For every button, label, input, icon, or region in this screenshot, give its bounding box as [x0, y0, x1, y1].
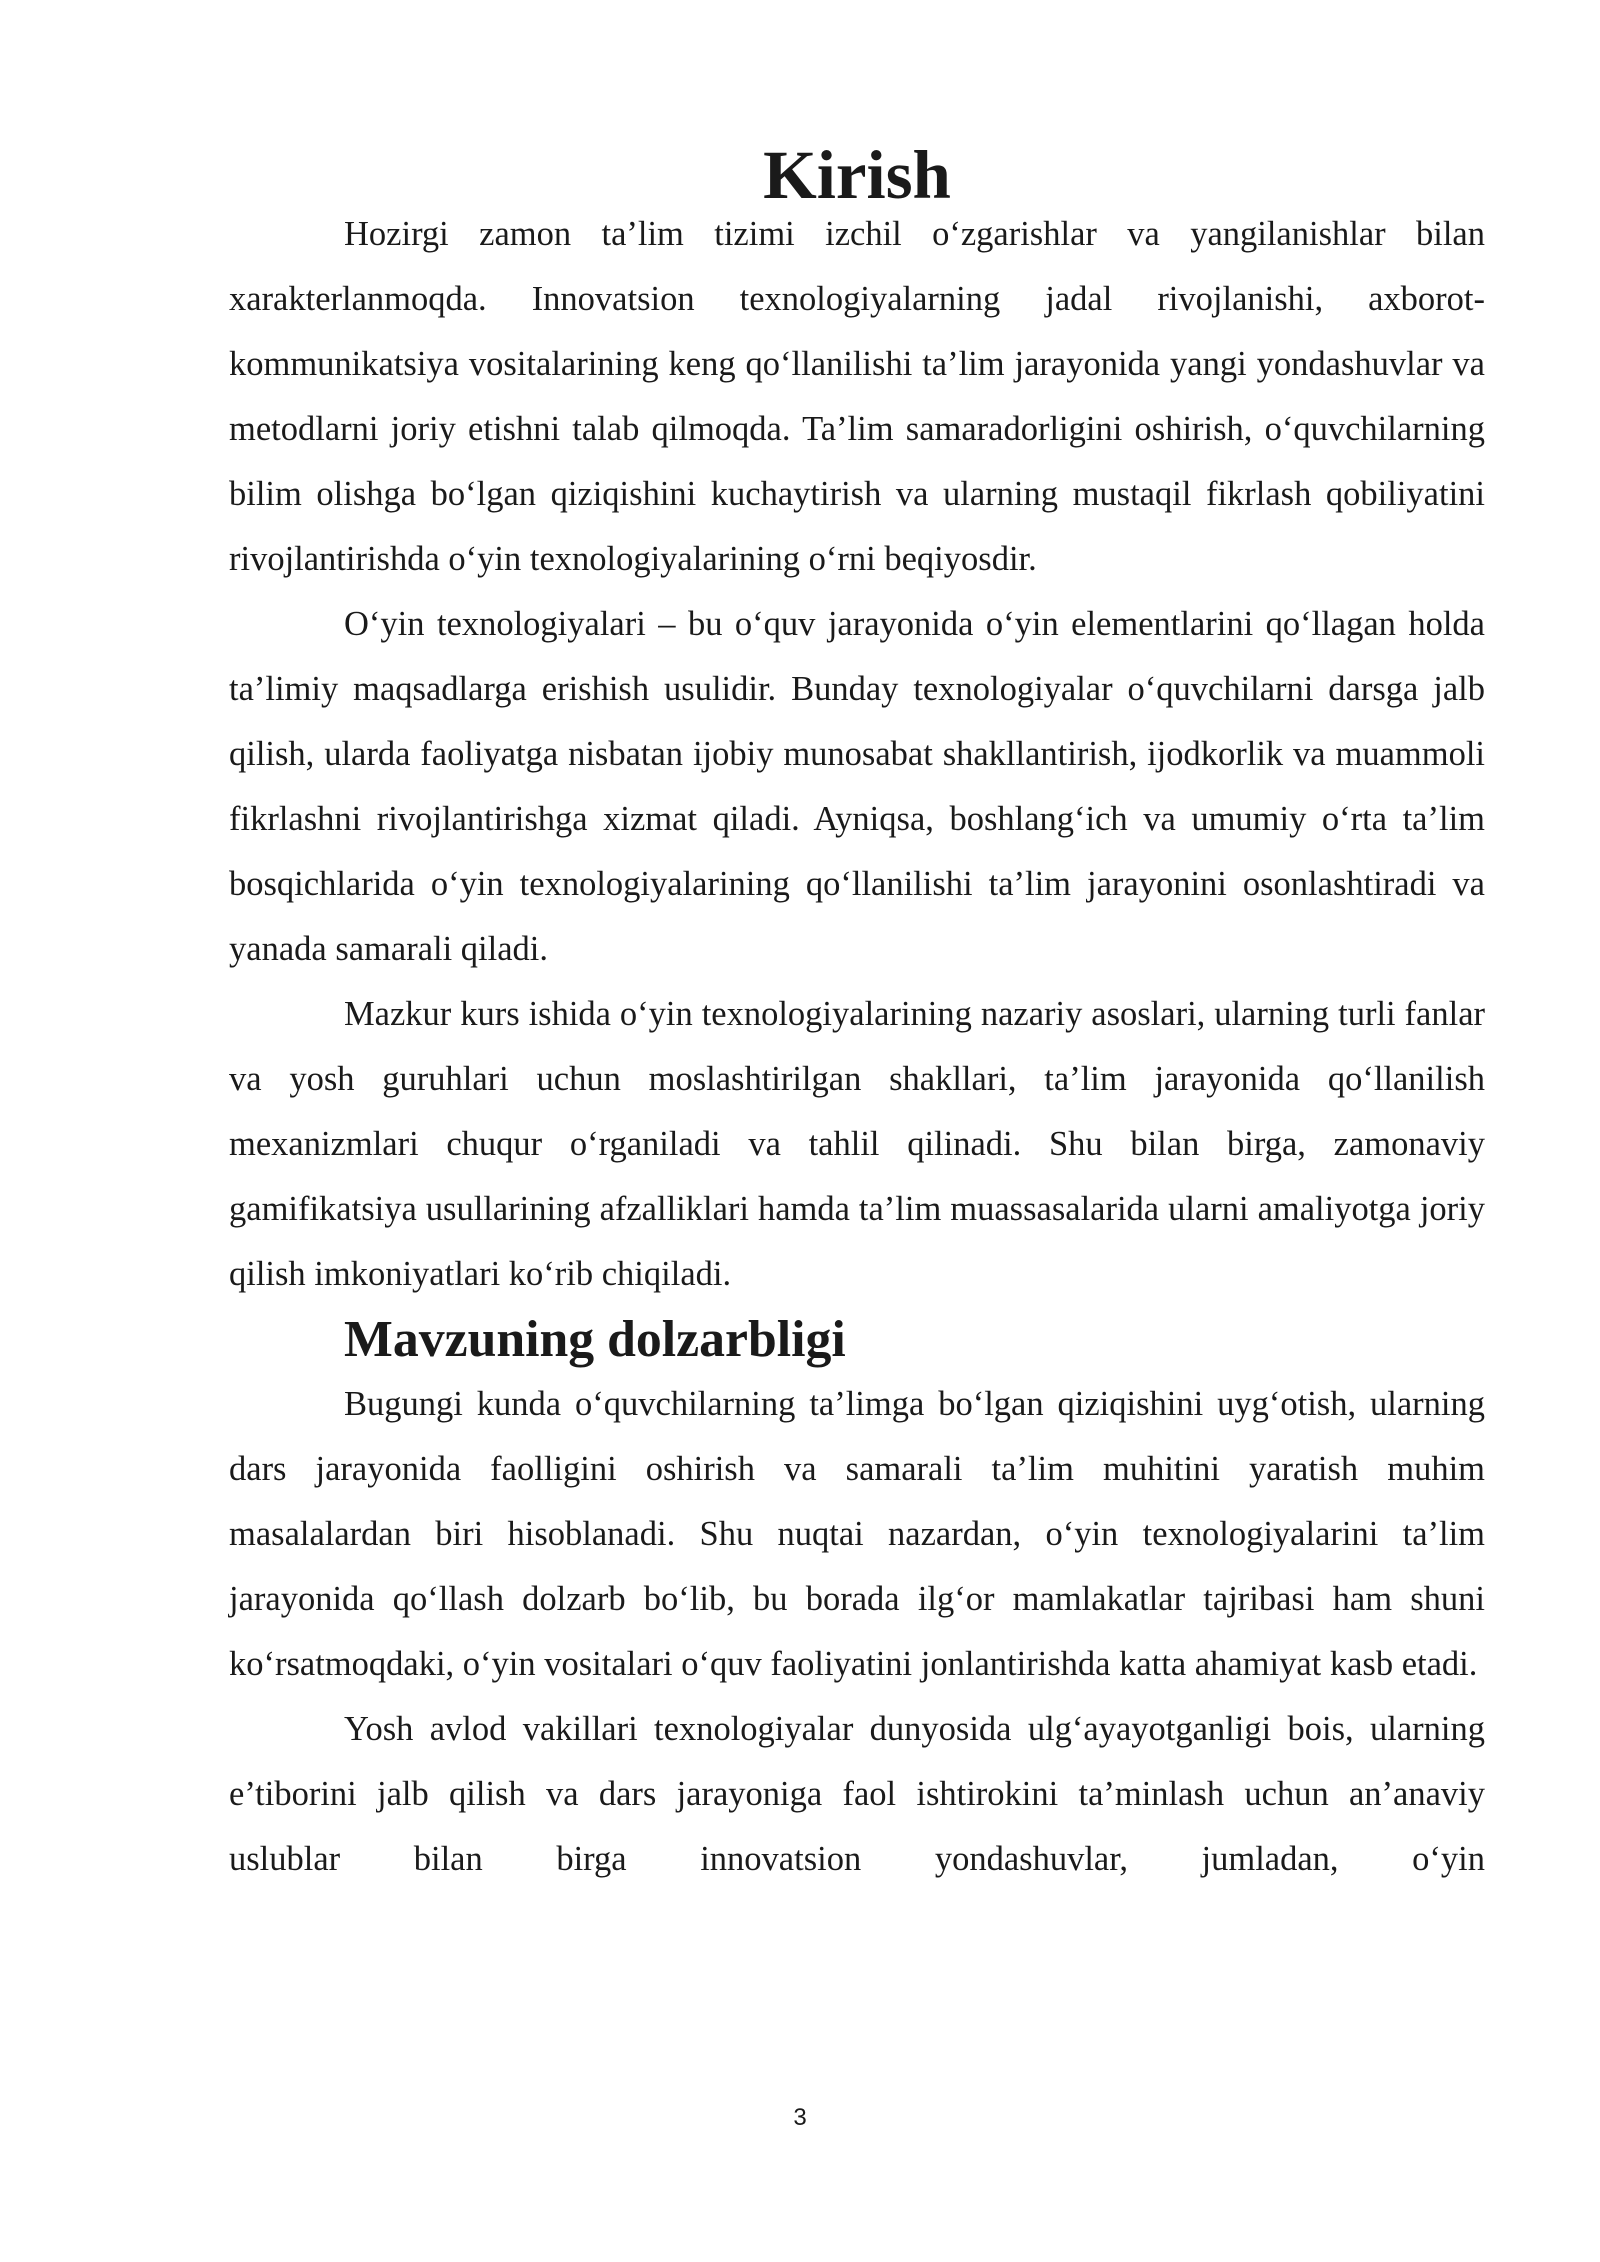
page-body: [229, 137, 1485, 1892]
paragraph-intro-2: O‘yin texnologiyalari – bu o‘quv jarayonida o‘yin elementlarini qo‘llagan holda ta’limiy maqsadlarga erishish usulidir. Bunday texnologiyalar o‘quvchilarni darsga jalb qilish, ularda faoliyatga nisbatan ijobiy munosabat shakllantirish, ijodkorlik va muammoli fikrlashni rivojlantirishga xizmat qiladi. Ayniqsa, boshlang‘ich va umumiy o‘rta ta’lim bosqichlarida o‘yin texnologiyalarining qo‘llanilishi ta’lim jarayonini osonlashtiradi va yanada samarali qiladi.: [229, 605, 1485, 968]
paragraph-intro-1: Hozirgi zamon ta’lim tizimi izchil o‘zgarishlar va yangilanishlar bilan xarakterlanmoqda. Innovatsion texnologiyalarning jadal rivojlanishi, axborot-kommunikatsiya vositalarining keng qo‘llanilishi ta’lim jarayonida yangi yondashuvlar va metodlarni joriy etishni talab qilmoqda. Ta’lim samaradorligini oshirish, o‘quvchilarning bilim olishga bo‘lgan qiziqishini kuchaytirish va ularning mustaqil fikrlash qobiliyatini rivojlantirishda o‘yin texnologiyalarining o‘rni beqiyosdir.: [229, 215, 1485, 578]
paragraph-relevance-2: Yosh avlod vakillari texnologiyalar dunyosida ulg‘ayayotganligi bois, ularning e’tiborini jalb qilish va dars jarayoniga faol ishtirokini ta’minlash uchun an’anaviy uslublar bilan birga innovatsion yondashuvlar, jumladan, o‘yin: [229, 1710, 1485, 1878]
paragraph-relevance-1: Bugungi kunda o‘quvchilarning ta’limga bo‘lgan qiziqishini uyg‘otish, ularning dars jarayonida faolligini oshirish va samarali ta’lim muhitini yaratish muhim masalalardan biri hisoblanadi. Shu nuqtai nazardan, o‘yin texnologiyalarini ta’lim jarayonida qo‘llash dolzarb bo‘lib, bu borada ilg‘or mamlakatlar tajribasi ham shuni ko‘rsatmoqdaki, o‘yin vositalari o‘quv faoliyatini jonlantirishda katta ahamiyat kasb etadi.: [229, 1385, 1485, 1683]
section-subheading-relevance: Mavzuning dolzarbligi: [344, 1311, 846, 1368]
paragraph-intro-3: Mazkur kurs ishida o‘yin texnologiyalarining nazariy asoslari, ularning turli fanlar va yosh guruhlari uchun moslashtirilgan shakllari, ta’lim jarayonida qo‘llanilish mexanizmlari chuqur o‘rganiladi va tahlil qilinadi. Shu bilan birga, zamonaviy gamifikatsiya usullarining afzalliklari hamda ta’lim muassasalarida ularni amaliyotga joriy qilish imkoniyatlari ko‘rib chiqiladi.: [229, 995, 1485, 1293]
section-heading-kirish: Kirish: [763, 137, 951, 213]
page-number: 3: [793, 2104, 807, 2131]
